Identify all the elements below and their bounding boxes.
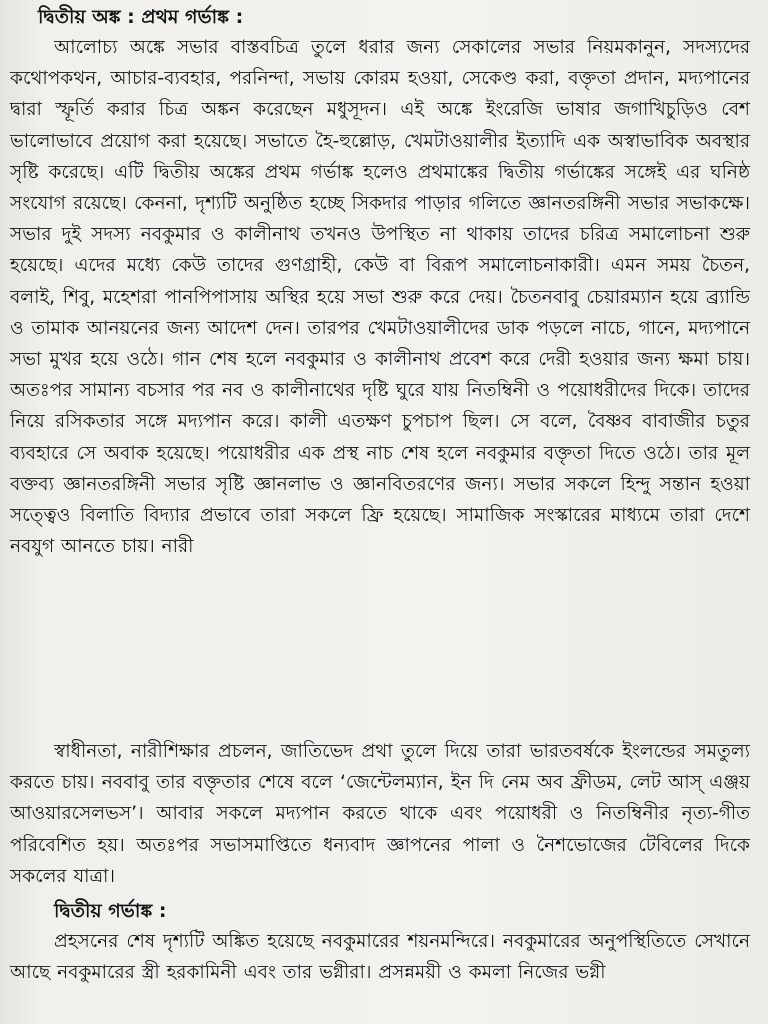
body-paragraph bbox=[10, 32, 750, 562]
section-heading: দ্বিতীয় গর্ভাঙ্ক : bbox=[54, 900, 167, 923]
paragraph-text: আলোচ্য অঙ্কে সভার বাস্তবচিত্র তুলে ধরার জন্য সেকালের সভার নিয়মকানুন, সদস্যদের কথোপকথন, আচার-ব্যবহার, পরনিন্দা, সভায় কোরম হওয়া, সেকেণ্ড করা, বক্তৃতা প্রদান, মদ্যপানের দ্বারা স্ফূর্তি করার চিত্র অঙ্কন করেছেন মধুসূদন। এই অঙ্কে ইংরেজি ভাষার জগাখিচুড়িও বেশ ভালোভাবে প্রয়োগ করা হয়েছে। সভাতে হৈ-হুল্লোড়, খেমটাওয়ালীর ইত্যাদি এক অস্বাভাবিক অবস্থার সৃষ্টি করেছে। এটি দ্বিতীয় অঙ্কের প্রথম গর্ভাঙ্ক হলেও প্রথমাঙ্কের দ্বিতীয় গর্ভাঙ্কের সঙ্গেই এর ঘনিষ্ঠ সংযোগ রয়েছে। কেননা, দৃশ্যটি অনুষ্ঠিত হচ্ছে সিকদার পাড়ার গলিতে জ্ঞানতরঙ্গিনী সভার সভাকক্ষে। সভার দুই সদস্য নবকুমার ও কালীনাথ তখনও উপস্থিত না থাকায় তাদের চরিত্র সমালোচনা শুরু হয়েছে। এদের মধ্যে কেউ তাদের গুণগ্রাহী, কেউ বা বিরূপ সমালোচনাকারী। এমন সময় চৈতন, বলাই, শিবু, মহেশরা পানপিপাসায় অস্থির হয়ে সভা শুরু করে দেয়। চৈতনবাবু চেয়ারম্যান হয়ে ব্র্যান্ডি ও তামাক আনয়নের জন্য আদেশ দেন। তারপর খেমটাওয়ালীদের ডাক পড়লে নাচে, গানে, মদ্যপানে সভা মুখর হয়ে ওঠে। গান শেষ হলে নবকুমার ও কালীনাথ প্রবেশ করে দেরী হওয়ার জন্য ক্ষমা চায়। অতঃপর সামান্য বচসার পর নব ও কালীনাথের দৃষ্টি ঘুরে যায় নিতম্বিনী ও পয়োধরীদের দিকে। তাদের নিয়ে রসিকতার সঙ্গে মদ্যপান করে। কালী এতক্ষণ চুপচাপ ছিল। সে বলে, বৈষ্ণব বাবাজীর চতুর ব্যবহারে সে অবাক হয়েছে। পয়োধরীর এক প্রস্থ নাচ শেষ হলে নবকুমার বক্তৃতা দিতে ওঠে। তার মূল বক্তব্য জ্ঞানতরঙ্গিনী সভার সৃষ্টি জ্ঞানলাভ ও জ্ঞানবিতরণের জন্য। সভার সকলে হিন্দু সন্তান হওয়া সত্ত্বেও বিলাতি বিদ্যার প্রভাবে তারা সকলে ফ্রি হয়েছে। সামাজিক সংস্কারের মাধ্যমে তারা দেশে নবযুগ আনতে চায়। নারী bbox=[10, 37, 750, 558]
body-paragraph bbox=[10, 736, 750, 892]
paragraph-text: প্রহসনের শেষ দৃশ্যটি অঙ্কিত হয়েছে নবকুমারের শয়নমন্দিরে। নবকুমারের অনুপস্থিতিতে সেখানে আছে নবকুমারের স্ত্রী হরকামিনী এবং তার ভগ্নীরা। প্রসন্নময়ী ও কমলা নিজের ভগ্নী bbox=[10, 931, 750, 984]
paragraph-text: স্বাধীনতা, নারীশিক্ষার প্রচলন, জাতিভেদ প্রথা তুলে দিয়ে তারা ভারতবর্ষকে ইংলন্ডের সমতুল্য করতে চায়। নববাবু তার বক্তৃতার শেষে বলে ‘জেন্টেলম্যান, ইন দি নেম অব ফ্রীডম, লেট আস্ এঞ্জয় আওয়ারসেলভস’। আবার সকলে মদ্যপান করতে থাকে এবং পয়োধরী ও নিতম্বিনীর নৃত্য-গীত পরিবেশিত হয়। অতঃপর সভাসমাপ্তিতে ধন্যবাদ জ্ঞাপনের পালা ও নৈশভোজের টেবিলের দিকে সকলের যাত্রা। bbox=[10, 741, 750, 887]
section-heading: দ্বিতীয় অঙ্ক : প্রথম গর্ভাঙ্ক : bbox=[38, 6, 244, 28]
section-act2-scene1 bbox=[10, 2, 750, 562]
body-paragraph bbox=[10, 926, 750, 988]
section-continued bbox=[10, 736, 750, 988]
